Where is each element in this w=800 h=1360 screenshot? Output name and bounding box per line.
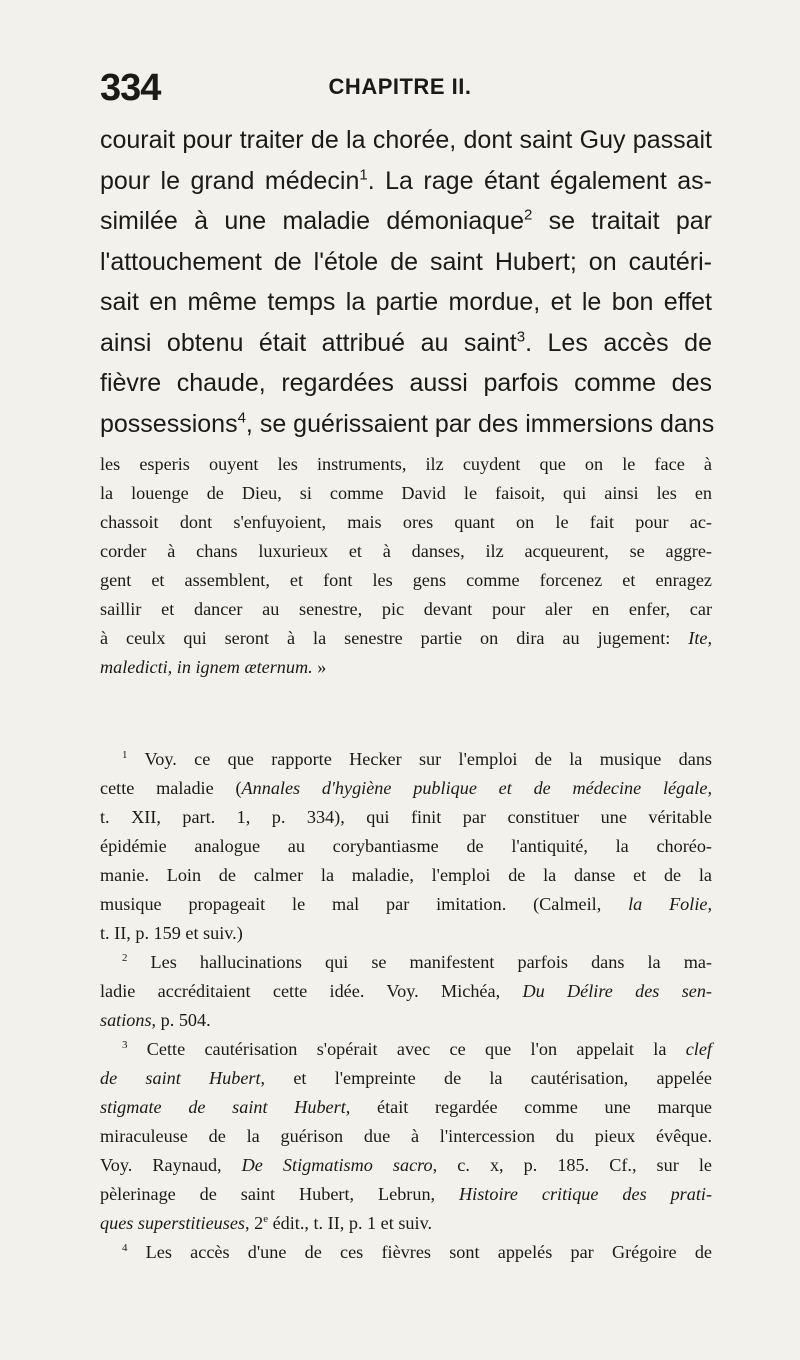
quote-line: maledicti, in ignem æternum. » — [100, 657, 327, 677]
body-line: possessions$^4$, se guérissaient par des immersions dans — [100, 409, 715, 438]
quote-line: la louenge de Dieu, si comme David le faisoit, qui ainsi les en — [100, 483, 712, 503]
body-line: courait pour traiter de la chorée, dont saint Guy passait — [100, 126, 712, 154]
quote-line: à ceulx qui seront à la senestre partie on dira au jugement: Ite, — [100, 628, 712, 648]
page-number: 334 — [100, 67, 161, 109]
footnotes — [100, 745, 712, 1267]
footnote-number: 3 — [122, 1038, 128, 1051]
quoted-passage — [100, 450, 712, 682]
body-line: ainsi obtenu était attribué au saint$^3$. Les accès de — [100, 328, 712, 357]
quote-line: saillir et dancer au senestre, pic devant pour aler en enfer, car — [100, 599, 712, 619]
footnote-2: $^2$ Les hallucinations qui se manifestent parfois dans la ma- ladie accréditaient cette idée. Voy. Michéa, Du Délire des sen- sations, p. 504. — [100, 951, 712, 1030]
body-line: fièvre chaude, regardées aussi parfois comme des — [100, 369, 712, 397]
quote-line: les esperis ouyent les instruments, ilz cuydent que on le face à — [100, 454, 712, 474]
footnote-3: $^3$ Cette cautérisation s'opérait avec ce que l'on appelait la clef de saint Hubert, et l'empreinte de la cautérisation, appelée stigmate de saint Hubert, était regardée comme une marque miraculeuse de la guérison due à l'intercession du pieux évêque. Voy. Raynaud, De Stigmatismo sacro, c. x, p. 185. Cf., sur le pèlerinage de saint Hubert, Lebrun, Histoire critique des prati- ques superstitieuses, 2e édit., t. II, p. 1 et suiv. — [100, 1038, 713, 1233]
footnote-ref[interactable]: 3 — [516, 328, 526, 346]
body-line: sait en même temps la partie mordue, et le bon effet — [100, 288, 712, 316]
footnote-number: 2 — [122, 951, 128, 964]
body-line: l'attouchement de l'étole de saint Hubert; on cautéri- — [100, 247, 712, 276]
body-line: pour le grand médecin$^1$. La rage étant également as- — [100, 166, 712, 195]
footnote-number: 1 — [122, 748, 128, 761]
running-head: CHAPITRE II. — [328, 74, 472, 99]
body-line: similée à une maladie démoniaque$^2$ se traitait par — [100, 206, 712, 235]
footnote-4: $^4$ Les accès d'une de ces fièvres sont appelés par Grégoire de — [122, 1241, 712, 1262]
footnote-ref[interactable]: 1 — [359, 166, 368, 184]
footnote-ref[interactable]: 2 — [523, 206, 533, 224]
page-header — [100, 68, 700, 108]
quote-line: corder à chans luxurieux et à danses, ilz acqueurent, se aggre- — [100, 541, 712, 561]
main-paragraph — [100, 120, 715, 444]
quote-line: chassoit dont s'enfuyoient, mais ores quant on le fait pour ac- — [100, 512, 712, 532]
footnote-ref[interactable]: 4 — [237, 409, 246, 427]
footnote-1: $^1$ Voy. ce que rapporte Hecker sur l'emploi de la musique dans cette maladie (Annales d'hygiène publique et de médecine légale, t. XII, part. 1, p. 334), qui finit par constituer une véritable épidémie analogue au corybantiasme de l'antiquité, la choréo- manie. Loin de calmer la maladie, l'emploi de la danse et de la musique propageait le mal par imitation. (Calmeil, la Folie, t. II, p. 159 et suiv.) — [100, 748, 712, 943]
footnote-number: 4 — [122, 1241, 128, 1254]
quote-line: gent et assemblent, et font les gens comme forcenez et enragez — [100, 570, 712, 590]
